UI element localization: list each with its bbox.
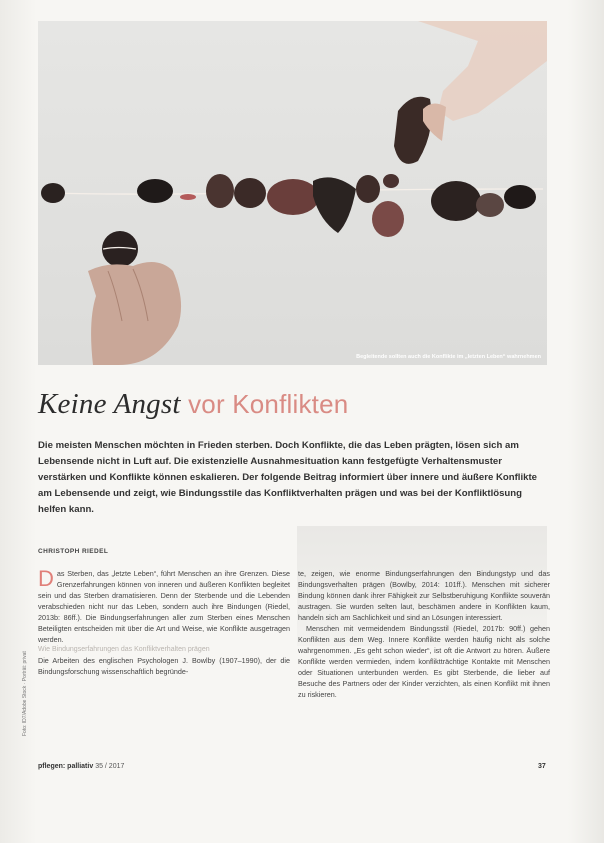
title-part-2: vor Konflikten <box>188 389 349 419</box>
dropcap: D <box>38 566 54 591</box>
body-paragraph-1 <box>38 568 290 645</box>
lead-paragraph: Die meisten Menschen möchten in Frieden sterben. Doch Konflikte, die das Leben prägten, lösen sich am Lebensende nicht in Luft auf. Die existenzielle Ausnahmesituation kann festgefügte Verhaltensmuster verstärken und Konflikte können eskalieren. Der folgende Beitrag informiert über innere und äußere Konflikte am Lebensende und zeigt, wie Bindungsstile das Konfliktverhalten prägen und was bei der Konfliktlösung helfen kann. <box>38 440 537 515</box>
issue-number: 35 / 2017 <box>95 763 125 770</box>
article-title <box>38 388 348 421</box>
photo-credit: Foto: ID7/Adobe Stock · Porträt: privat <box>22 651 28 736</box>
magazine-name: pflegen: palliativ <box>38 763 94 770</box>
body-paragraph-3: te, zeigen, wie enorme Bindungserfahrungen den Bindungstyp und das Bindungsverhalten prägen (Bowlby, 2014: 101ff.). Menschen mit sicherer Bindung können dank ihrer Fähigkeit zur Selbstberuhigung Konflikte souverän austragen. Sie wurden selten laut, beschämen andere in Konflikten kaum, handeln sich am Sachlichkeit und sind an Lösungen interessiert. <box>298 569 550 622</box>
body-paragraph-2: Die Arbeiten des englischen Psychologen J. Bowlby (1907–1990), der die Bindungsforschung wissenschaftlich begründe- <box>38 656 290 676</box>
photo-caption: Begleitende sollten auch die Konflikte im „letzten Leben“ wahrnehmen <box>356 354 541 360</box>
faded-subheading: Wie Bindungserfahrungen das Konfliktverhalten prägen <box>38 646 210 653</box>
body-paragraph-1-text: as Sterben, das „letzte Leben“, führt Menschen an ihre Grenzen. Diese Grenzerfahrungen können von inneren und äußeren Konflikten begleitet sein und das Sterben dramatisieren. Denn der Sterbende und die Lebenden verabschieden nicht nur das Leben, sondern auch ihre Bindungen (Riedel, 2013b: 86ff.). Die Bindungserfahrungen aller zum Sterben eines Menschen Beteiligten entscheiden mit über die Art und Weise, wie Konflikte ausgetragen werden. <box>38 569 290 644</box>
body-column-right <box>298 568 550 700</box>
body-column-left <box>38 568 290 677</box>
header-photo <box>38 21 547 365</box>
footer-magazine <box>38 763 124 770</box>
body-paragraph-4: Menschen mit vermeidendem Bindungsstil (Riedel, 2017b: 90ff.) gehen Konflikten aus dem Weg. Innere Konflikte werden häufig nicht als solche wahrgenommen. „Es geht schon wieder“, ist oft die Antwort zu hören. Äußere Konflikte werden vermieden, indem konfliktträchtige Kontakte mit Menschen oder Situationen unterbunden werden. Es gibt Sterbende, die lieber auf Besuche des Partners oder der Kinder verzichten, als einen Konflikt mit ihnen zu riskieren. <box>298 624 550 699</box>
page-number: 37 <box>538 763 546 770</box>
stones-illustration <box>38 21 547 365</box>
title-part-1: Keine Angst <box>38 388 181 420</box>
author-byline: CHRISTOPH RIEDEL <box>38 548 109 555</box>
